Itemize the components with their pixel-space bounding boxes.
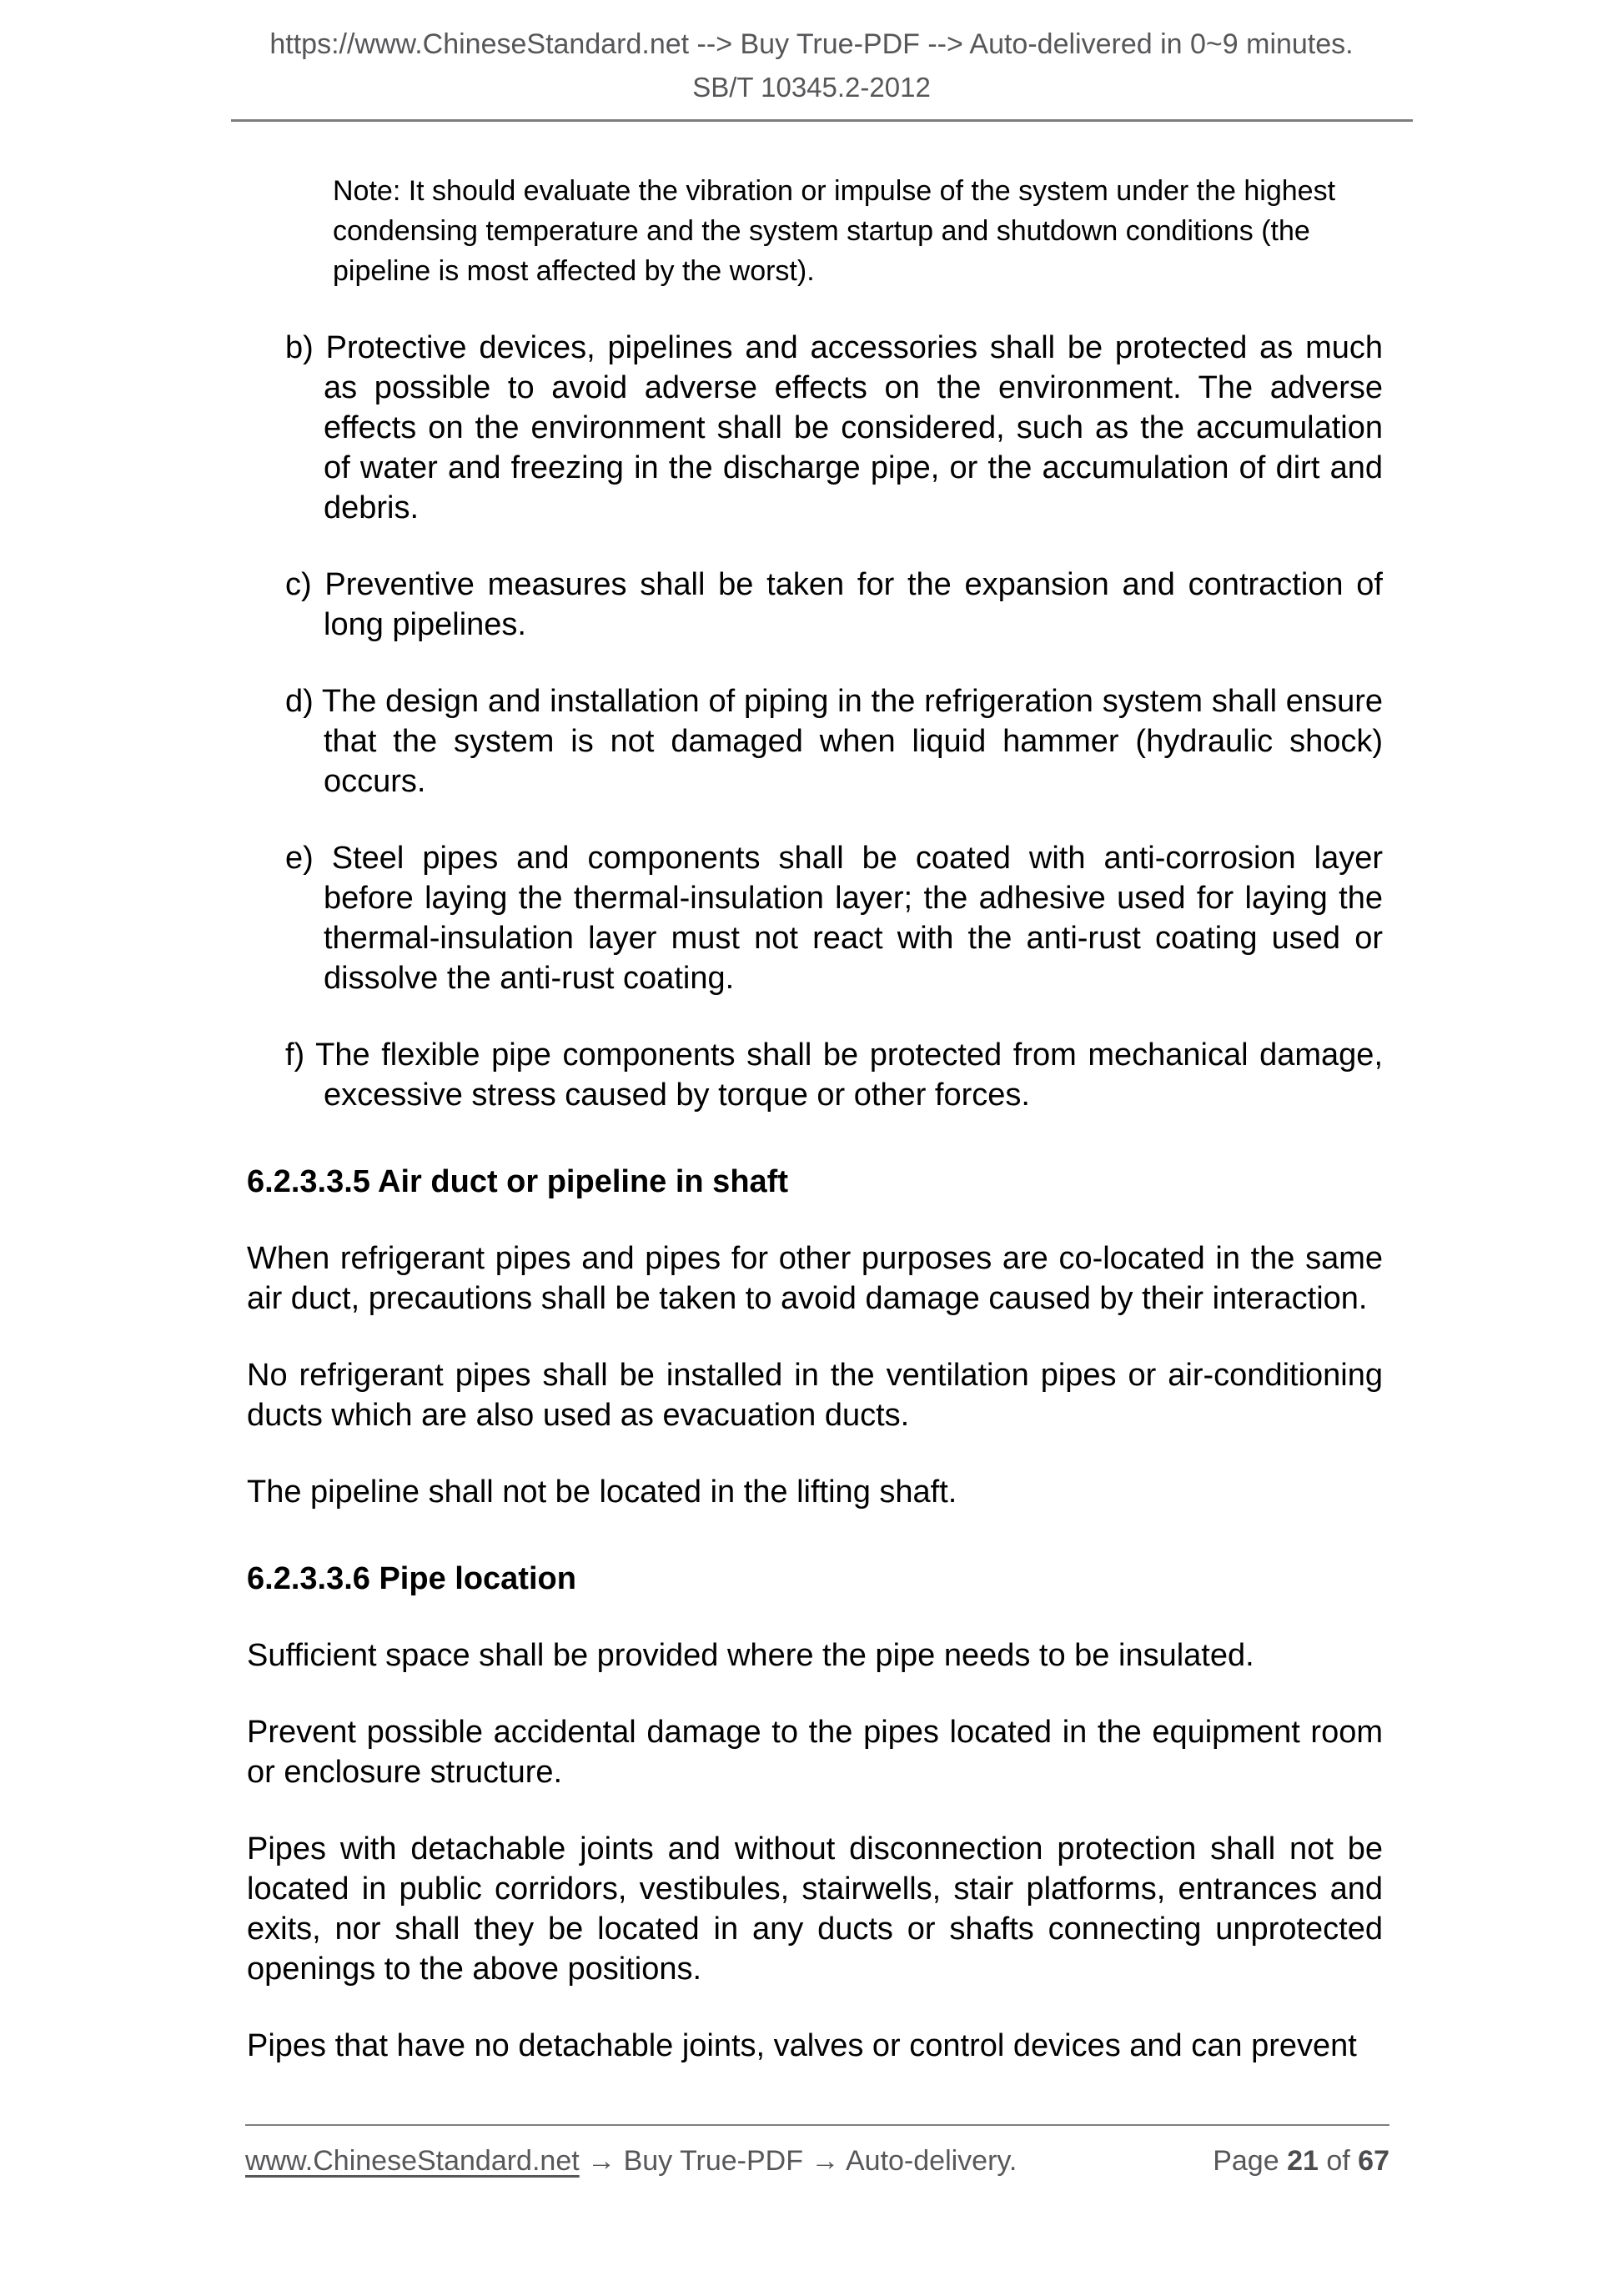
list-item-label: f) [285,1037,305,1073]
paragraph: Pipes with detachable joints and without disconnection protection shall not be located in public corridors, vestibules, stairwells, stair platforms, entrances and exits, nor shall they be located in any ducts or shafts connecting unprotected openings to the above positions. [247,1831,1383,1987]
page-header [0,0,1623,122]
paragraph: When refrigerant pipes and pipes for other purposes are co-located in the same air duct, precautions shall be taken to avoid damage caused by their interaction. [247,1241,1383,1316]
list-item-e [247,838,1383,998]
document-body [247,171,1383,2103]
footer-tagline-text: → Buy True-PDF → Auto-delivery. [587,2145,1018,2177]
section-heading-6-2-3-3-5: 6.2.3.3.5 Air duct or pipeline in shaft [247,1164,788,1199]
section-heading-6-2-3-3-6: 6.2.3.3.6 Pipe location [247,1561,576,1596]
footer-divider [245,2124,1389,2126]
list-item-text: The design and installation of piping in the refrigeration system shall ensure that the system is not damaged when liquid hammer (hydraulic shock) occurs. [321,684,1383,799]
list-item-d [247,681,1383,801]
page-label: Page [1213,2145,1279,2177]
header-divider [231,119,1413,122]
list-item-text: Preventive measures shall be taken for the expansion and contraction of long pipelines. [324,567,1383,642]
paragraph: Pipes that have no detachable joints, valves or control devices and can prevent [247,2028,1357,2063]
note-paragraph: Note: It should evaluate the vibration or impulse of the system under the highest condensing temperature and the system startup and shutdown conditions (the pipeline is most affected by the worst). [333,175,1336,287]
list-item-label: b) [285,330,314,365]
page-current: 21 [1287,2145,1319,2177]
page-of-label: of [1326,2145,1350,2177]
paragraph: No refrigerant pipes shall be installed in the ventilation pipes or air-conditioning ducts which are also used as evacuation ducts. [247,1358,1383,1433]
list-item-label: c) [285,567,312,602]
list-item-text: The flexible pipe components shall be protected from mechanical damage, excessive stress caused by torque or other forces. [315,1037,1383,1113]
paragraph: The pipeline shall not be located in the lifting shaft. [247,1475,957,1510]
footer-row [245,2143,1389,2178]
footer-tagline [245,2143,1017,2178]
list-item-b [247,328,1383,528]
list-item-label: d) [285,684,314,719]
page-number-indicator [1213,2143,1389,2178]
paragraph: Prevent possible accidental damage to the pipes located in the equipment room or enclosure structure. [247,1715,1383,1790]
header-doc-number: SB/T 10345.2-2012 [692,72,931,103]
page-total: 67 [1358,2145,1389,2177]
footer-site-link[interactable]: www.ChineseStandard.net [245,2145,580,2177]
header-url-line: https://www.ChineseStandard.net --> Buy True-PDF --> Auto-delivered in 0~9 minutes. [269,28,1354,60]
list-item-label: e) [285,841,314,876]
list-item-text: Protective devices, pipelines and accessories shall be protected as much as possible to avoid adverse effects on the environment. The adverse effects on the environment shall be considered, such as the accumulation of water and freezing in the discharge pipe, or the accumulation of dirt and debris. [324,330,1383,525]
paragraph: Sufficient space shall be provided where the pipe needs to be insulated. [247,1638,1254,1673]
list-item-f [247,1035,1383,1115]
list-item-text: Steel pipes and components shall be coated with anti-corrosion layer before laying the thermal-insulation layer; the adhesive used for laying the thermal-insulation layer must not react with the anti-rust coating used or dissolve the anti-rust coating. [324,841,1383,996]
list-item-c [247,565,1383,645]
